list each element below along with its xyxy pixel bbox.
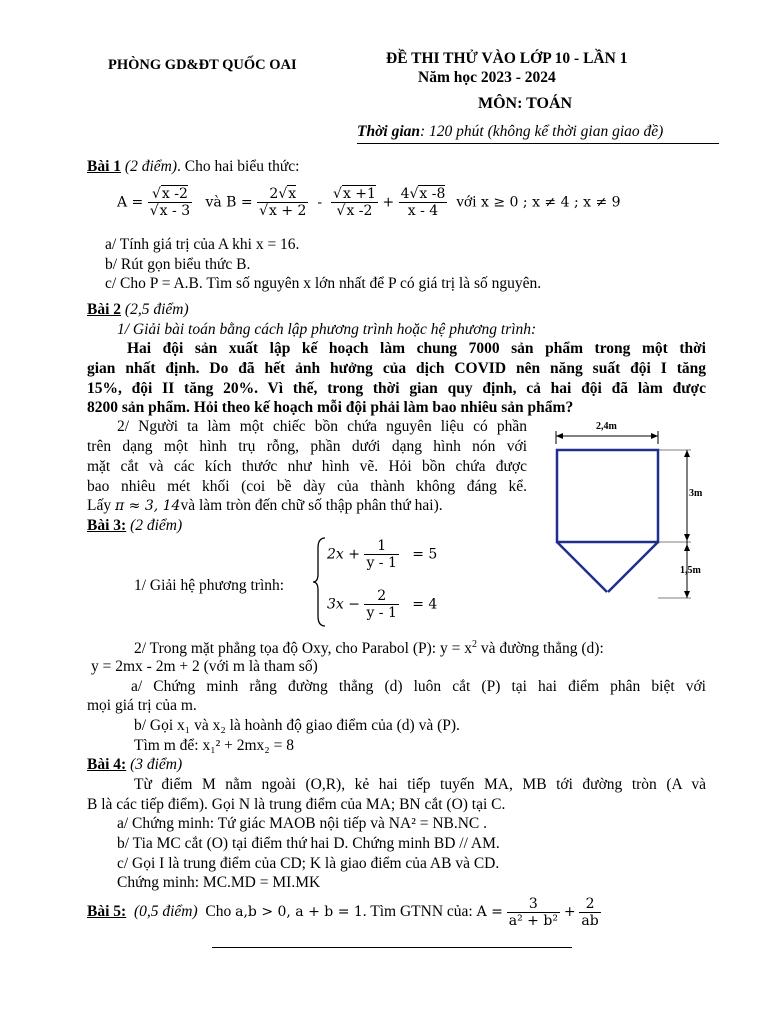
- fraction-b1: $\frac{2√x}{√x + 2}$: [259, 186, 307, 219]
- fraction-a: $\frac{√x -2}{√x - 3}$: [149, 186, 191, 219]
- bai3-item-a: a/ Chứng minh rằng đường thẳng (d) luôn cắt (P) tại hai điểm phân biệt với: [131, 678, 706, 695]
- bai2-part2-last-line: Lấy π ≈ 3, 14và làm tròn đến chữ số thập phân thứ hai).: [87, 497, 443, 514]
- bai1-points: (2 điểm): [124, 158, 177, 175]
- header-rule: [357, 143, 719, 144]
- cylinder-height-label: 3m: [689, 488, 703, 499]
- bai2-part1-intro: 1/ Giải bài toán bằng cách lập phương trình hoặc hệ phương trình:: [117, 321, 537, 338]
- bai2-part1-line: 8200 sản phẩm. Hỏi theo kế hoạch mỗi đội phải làm bao nhiêu sản phẩm?: [87, 399, 574, 416]
- bai4-item-a: a/ Chứng minh: Tứ giác MAOB nội tiếp và NA² = NB.NC .: [117, 815, 488, 832]
- bai2-part1-line: Hai đội sản xuất lập kế hoạch làm chung 7000 sản phẩm trong một thời: [127, 340, 706, 357]
- bai4-line: Từ điểm M nằm ngoài (O,R), kẻ hai tiếp tuyến MA, MB tới đường tròn (A và: [134, 776, 706, 793]
- dimension-lines: [556, 431, 691, 598]
- fraction-b3: $\frac{4√x -8}{x - 4}$: [400, 186, 446, 219]
- bai3-label: Bài 3:: [87, 517, 127, 534]
- eq2-fraction: $\frac{2}{y - 1}$: [366, 588, 397, 621]
- bai4-heading: [87, 756, 182, 774]
- system-brace: [312, 536, 328, 628]
- bai1-heading: [87, 158, 299, 176]
- bai1-intro: . Cho hai biểu thức:: [176, 158, 300, 175]
- bai2-heading: [87, 301, 189, 319]
- bai4-item-c: c/ Gọi I là trung điểm của CD; K là giao điểm của AB và CD.: [117, 855, 500, 872]
- system-intro: 1/ Giải hệ phương trình:: [134, 577, 285, 594]
- bai2-part1-line: gian nhất định. Do đã hết ảnh hưởng của dịch COVID nên năng suất đội I tăng: [87, 360, 706, 377]
- bai2-points: (2,5 điểm): [124, 301, 189, 318]
- bai3-item-a-cont: mọi giá trị của m.: [87, 697, 197, 714]
- bai2-part2-line: bao nhiêu mét khối (coi bề dày của thành không đáng kể.: [87, 478, 527, 495]
- exam-title: ĐỀ THI THỬ VÀO LỚP 10 - LẦN 1: [386, 50, 628, 67]
- bai2-part2-line: mặt cắt và các kích thước như hình vẽ. Hỏi bồn chứa được: [87, 458, 527, 475]
- bai1-item-b: b/ Rút gọn biểu thức B.: [105, 256, 251, 273]
- time-label: Thời gian: [357, 123, 421, 140]
- bai5-points: (0,5 điểm): [133, 903, 198, 921]
- bai1-label: Bài 1: [87, 158, 122, 175]
- bai1-item-a: a/ Tính giá trị của A khi x = 16.: [105, 236, 300, 253]
- bai3-points: (2 điểm): [130, 517, 183, 534]
- tank-shape: [557, 450, 658, 592]
- subject: MÔN: TOÁN: [478, 95, 573, 112]
- bai2-part1-line: 15%, đội II tăng 20%. Vì thế, trong thời gian quy định, cả hai đội đã làm được: [87, 380, 706, 397]
- bai3-part2-line1: 2/ Trong mặt phẳng tọa độ Oxy, cho Parabol (P): $y = x^2$ và đường thẳng (d):: [134, 639, 604, 658]
- bai4-label: Bài 4:: [87, 756, 127, 773]
- equation-1: 2x + $\frac{1}{y - 1}$ = 5: [327, 538, 438, 571]
- bai5-given: a,b > 0, a + b = 1: [235, 904, 363, 921]
- bai5-fraction-1: $\frac{3}{\text{a² + b²}}$: [508, 896, 558, 929]
- condition-word: với: [456, 193, 477, 211]
- formula-b-lhs: và B =: [205, 194, 253, 211]
- department-name: PHÒNG GD&ĐT QUỐC OAI: [108, 57, 297, 73]
- condition: x ≥ 0 ; x ≠ 4 ; x ≠ 9: [481, 194, 621, 211]
- exam-time: [357, 123, 663, 141]
- bai3-part2-line2: y = 2mx - 2m + 2 (với m là tham số): [91, 658, 318, 675]
- bai4-points: (3 điểm): [130, 756, 183, 773]
- bai5-label: Bài 5:: [87, 903, 127, 921]
- eq1-fraction: $\frac{1}{y - 1}$: [366, 538, 397, 571]
- bai2-part2-line: 2/ Người ta làm một chiếc bồn chứa nguyên liệu có phần: [117, 418, 527, 435]
- formula-a-lhs: A =: [117, 194, 144, 211]
- school-year: Năm học 2023 - 2024: [418, 69, 556, 86]
- bai5-fraction-2: $\frac{2}{ab}$: [581, 896, 599, 929]
- bai2-label: Bài 2: [87, 301, 122, 318]
- fraction-b2: $\frac{√x +1}{√x -2}$: [333, 186, 376, 219]
- bai4-item-c-cont: Chứng minh: MC.MD = MI.MK: [117, 874, 321, 891]
- bai1-formula: [117, 186, 621, 219]
- pi-approx: π ≈ 3, 14: [114, 498, 181, 514]
- bai2-part2-line: trên dạng một hình trụ rỗng, phần dưới dạng hình nón với: [87, 438, 527, 455]
- bai3-heading: [87, 517, 182, 535]
- minus-sign: -: [317, 194, 323, 211]
- tank-figure: [548, 414, 718, 606]
- time-value: : 120 phút (không kể thời gian giao đề): [420, 123, 664, 140]
- end-rule: [212, 947, 572, 948]
- bai5-line: Bài 5: (0,5 điểm) Cho a,b > 0, a + b = 1. Tìm GTNN của: A = $\frac{3}{\text{a² + b²}}$ + $\frac{2}{ab}$: [87, 896, 599, 929]
- bai3-find-m: Tìm m để: x₁² + 2mx₂ = 8: [134, 737, 294, 754]
- cone-height-label: 1,5m: [680, 565, 701, 576]
- equation-2: 3x − $\frac{2}{y - 1}$ = 4: [327, 588, 438, 621]
- bai3-item-b: b/ Gọi x₁ và x₂ là hoành độ giao điểm của (d) và (P).: [134, 717, 460, 734]
- plus-sign: +: [382, 194, 395, 211]
- bai4-item-b: b/ Tia MC cắt (O) tại điểm thứ hai D. Chứng minh BD // AM.: [117, 835, 500, 852]
- bai4-line: B là các tiếp điểm). Gọi N là trung điểm của MA; BN cắt (O) tại C.: [87, 796, 506, 813]
- width-label: 2,4m: [596, 421, 617, 432]
- bai1-item-c: c/ Cho P = A.B. Tìm số nguyên x lớn nhất để P có giá trị là số nguyên.: [105, 275, 542, 292]
